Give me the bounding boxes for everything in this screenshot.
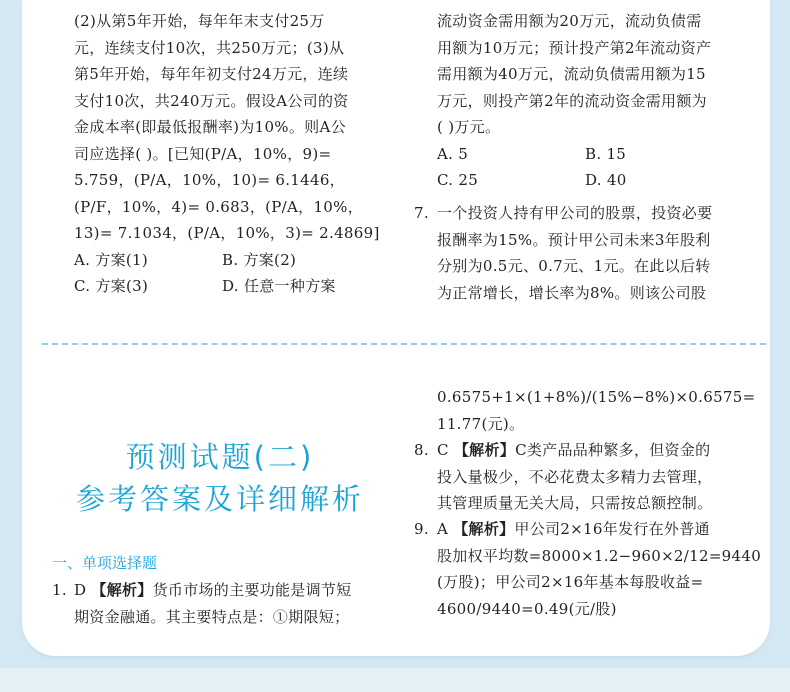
text-line: 5.759，(P/A，10%，10)= 6.1446，: [74, 171, 345, 189]
text-line: 司应选择( )。[已知(P/A，10%，9)=: [74, 144, 332, 163]
answer-text: C类产品品种繁多，但资金的: [515, 441, 711, 459]
text-line: 金成本率(即最低报酬率)为10%。则A公: [74, 118, 346, 136]
question-text: 一个投资人持有甲公司的股票，投资必要: [437, 204, 713, 222]
section-heading: 一、单项选择题: [52, 554, 158, 572]
text-line: 第5年开始，每年年初支付24万元，连续: [74, 65, 349, 83]
option-c: C. 25: [437, 171, 479, 189]
text-line: 万元，则投产第2年的流动资金需用额为: [437, 91, 707, 110]
text-line: 流动资金需用额为20万元，流动负债需: [437, 12, 702, 30]
text-line: (P/F，10%，4)= 0.683，(P/A，10%，: [74, 197, 363, 216]
text-line: 用额为10万元；预计投产第2年流动资产: [437, 38, 712, 57]
text-line: 支付10次，共240万元。假设A公司的资: [74, 91, 349, 110]
option-b: B. 15: [585, 144, 627, 163]
question-number: 7.: [414, 204, 429, 222]
answer-letter: C: [437, 441, 449, 459]
answer-letter: A: [437, 520, 449, 538]
question-number: 1.: [52, 581, 67, 599]
text-line: (2)从第5年开始，每年年末支付25万: [74, 12, 325, 30]
option-b: B. 方案(2): [222, 250, 297, 269]
text-line: (万股)；甲公司2×16年基本每股收益=: [437, 573, 704, 591]
text-line: ( )万元。: [437, 118, 501, 136]
text-line: 13)= 7.1034，(P/A，10%，3)= 2.4869]: [74, 224, 380, 242]
option-d: D. 任意一种方案: [222, 277, 336, 295]
option-row: [437, 141, 757, 168]
analysis-tag: 【解析】: [453, 520, 515, 538]
text-line: 期资金融通。其主要特点是：①期限短；: [74, 607, 350, 626]
text-line: 投入量极少，不必花费太多精力去管理，: [437, 467, 713, 486]
question-number: 9.: [414, 520, 429, 538]
answer-letter: D: [74, 581, 87, 599]
text-line: [414, 437, 759, 464]
bottom-strip: [0, 668, 790, 692]
option-row: [437, 167, 757, 194]
text-line: 其管理质量无关大局，只需按总额控制。: [437, 494, 713, 512]
text-line: [414, 200, 759, 227]
answer-8: [414, 437, 759, 517]
page-subtitle: 参考答案及详细解析: [75, 482, 364, 516]
text-line: 元，连续支付10次，共250万元；(3)从: [74, 38, 345, 57]
text-line: [414, 516, 759, 543]
text-line: 11.77(元)。: [437, 414, 525, 433]
question-7: [414, 200, 759, 306]
text-line: 需用额为40万元，流动负债需用额为15: [437, 65, 706, 83]
text-line: 股加权平均数=8000×1.2−960×2/12=9440: [437, 546, 762, 565]
text-line: 4600/9440=0.49(元/股): [437, 599, 617, 618]
text-line: [52, 577, 392, 604]
top-left-column: [74, 8, 394, 300]
analysis-tag: 【解析】: [453, 441, 516, 459]
option-row: [74, 273, 394, 300]
option-c: C. 方案(3): [74, 277, 149, 295]
top-right-column: [437, 8, 757, 194]
section-title-block: [45, 436, 395, 520]
answer-continuation: [437, 384, 757, 437]
option-a: A. 方案(1): [74, 250, 149, 269]
text-line: 0.6575+1×(1+8%)/(15%−8%)×0.6575=: [437, 388, 756, 406]
text-line: 报酬率为15%。预计甲公司未来3年股利: [437, 230, 711, 249]
text-line: 分别为0.5元、0.7元、1元。在此以后转: [437, 257, 711, 275]
text-line: 为正常增长，增长率为8%。则该公司股: [437, 283, 707, 302]
page-title: 预测试题(二): [125, 440, 315, 474]
answer-text: 甲公司2×16年发行在外普通: [514, 520, 710, 538]
option-a: A. 5: [437, 144, 469, 163]
answer-1: [52, 577, 392, 630]
analysis-tag: 【解析】: [91, 581, 153, 599]
option-d: D. 40: [585, 171, 627, 189]
question-number: 8.: [414, 441, 429, 459]
answer-9: [414, 516, 762, 622]
dashed-divider: [42, 343, 766, 345]
answer-text: 货币市场的主要功能是调节短: [152, 581, 352, 599]
option-row: [74, 247, 394, 274]
